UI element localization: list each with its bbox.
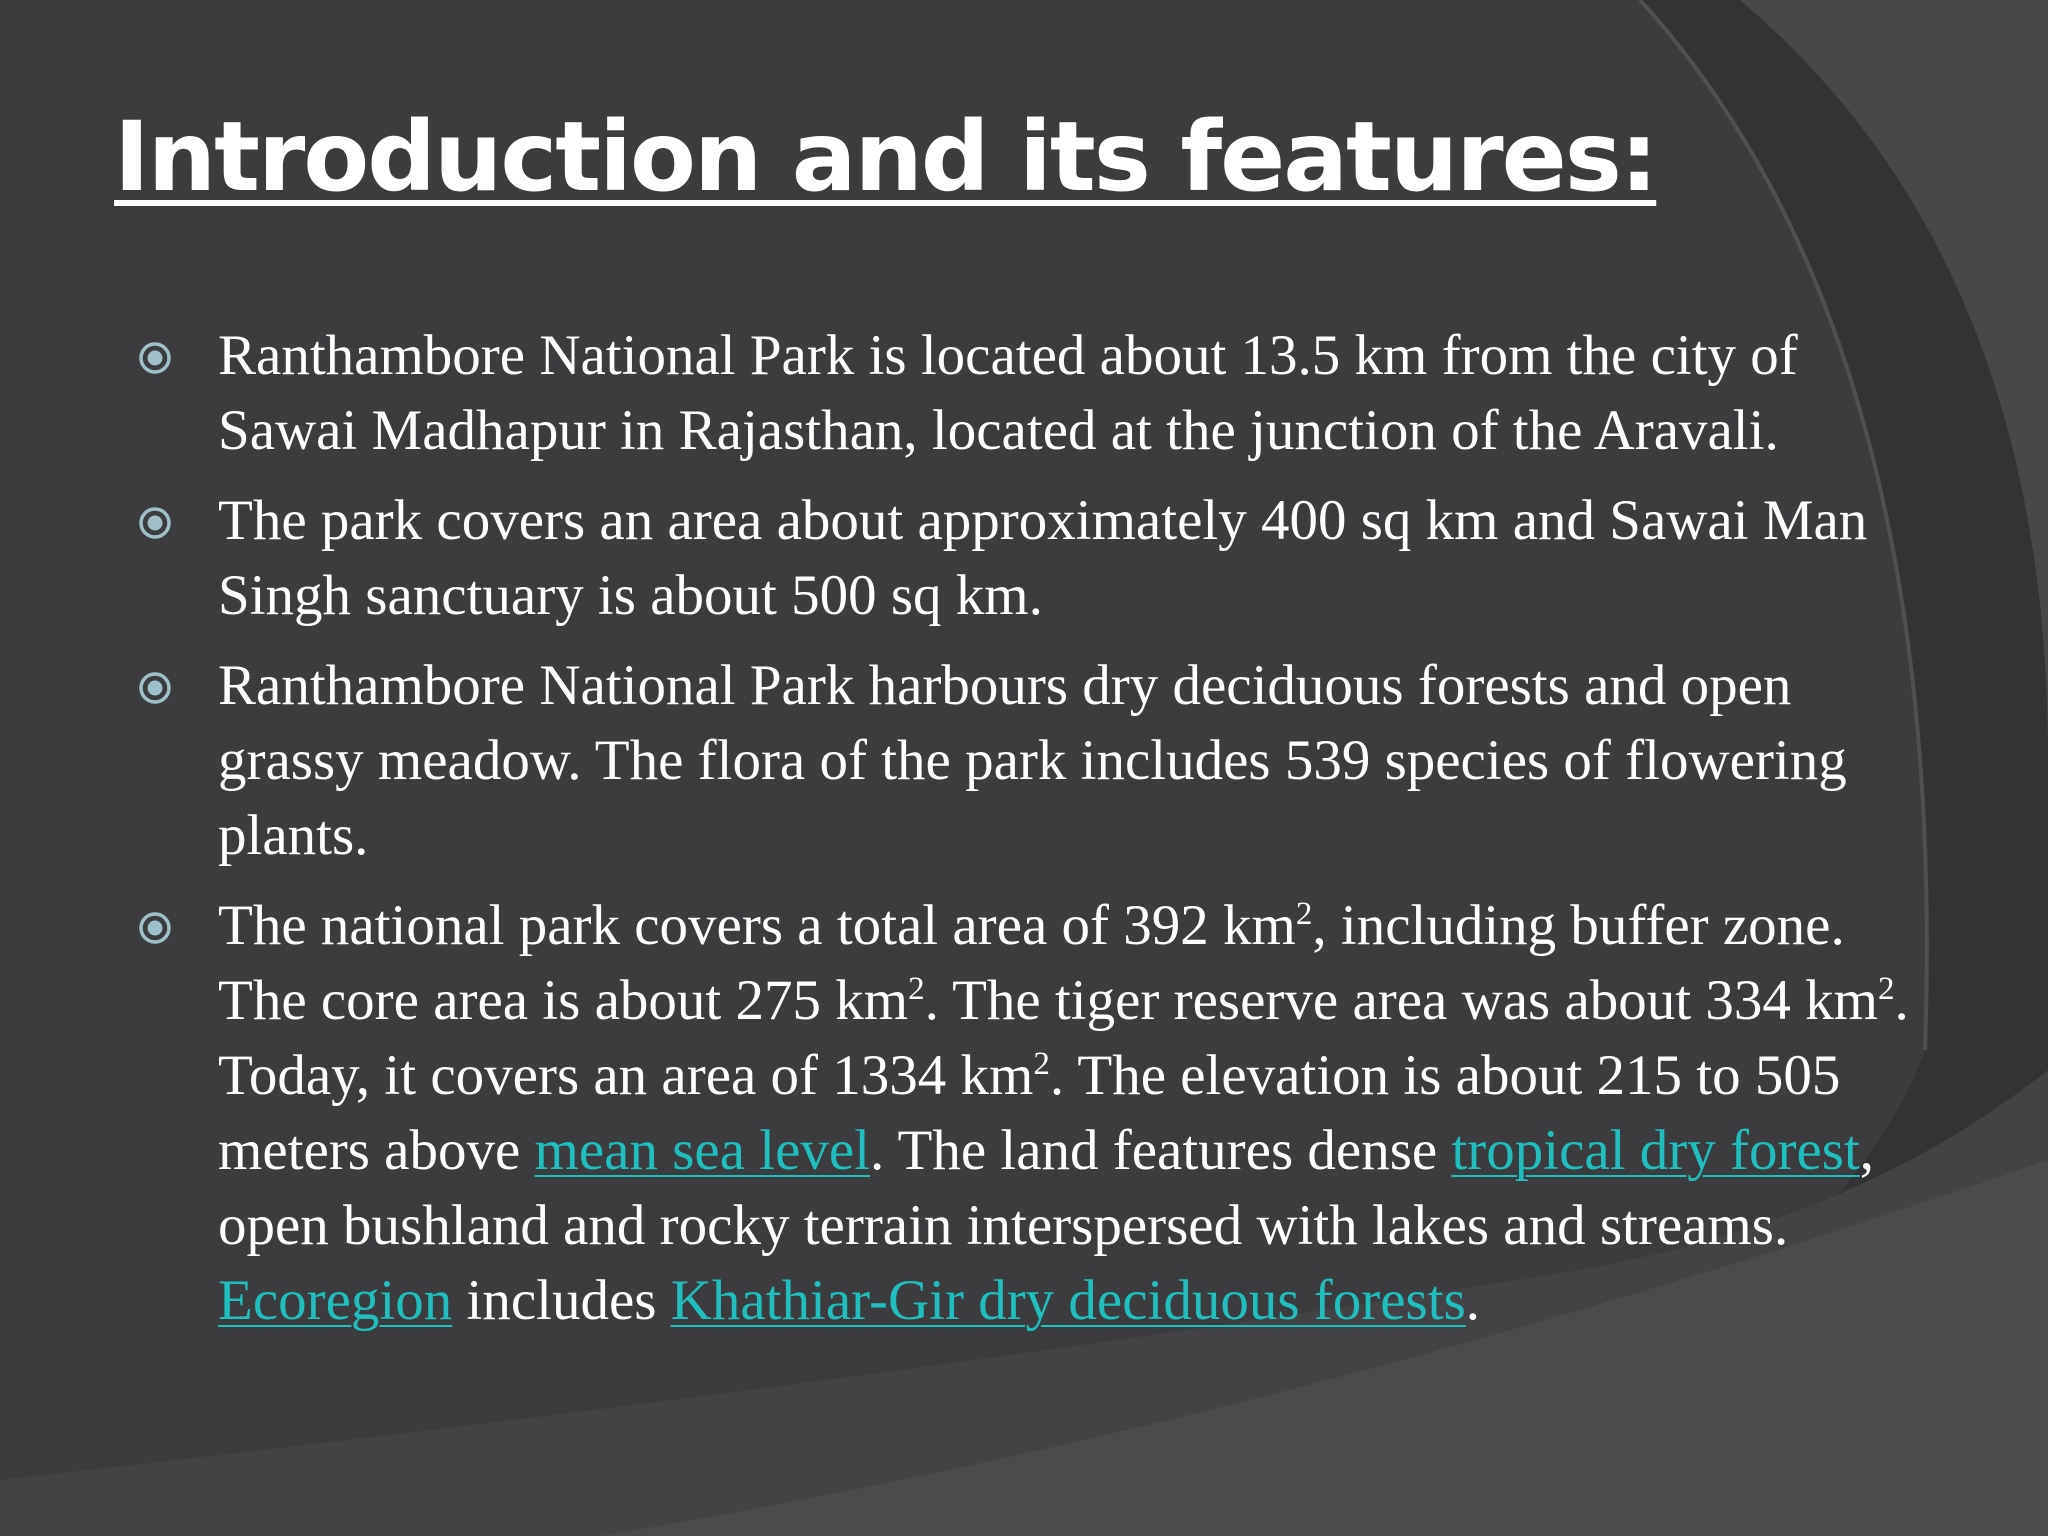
bullet-text-segment: , including buffer zone. The core area is about 275 km bbox=[218, 894, 1845, 1032]
bullet-text: Ranthambore National Park harbours dry deciduous forests and open grassy meadow. The flora of the park includes 539 species of flowering plants. bbox=[218, 654, 1847, 867]
bullet-item bbox=[0, 648, 1918, 873]
bullet-item bbox=[0, 483, 1918, 633]
superscript: 2 bbox=[1295, 896, 1313, 932]
superscript: 2 bbox=[1877, 971, 1895, 1007]
bullet-text: The park covers an area about approximately 400 sq km and Sawai Man Singh sanctuary is about 500 sq km. bbox=[218, 489, 1868, 627]
khathiar-gir-forests-link[interactable]: Khathiar-Gir dry deciduous forests bbox=[670, 1269, 1466, 1332]
bullet-text: Ranthambore National Park is located about 13.5 km from the city of Sawai Madhapur in Rajasthan, located at the junction of the Aravali. bbox=[218, 324, 1798, 462]
superscript: 2 bbox=[1033, 1046, 1050, 1082]
bullet-item bbox=[0, 318, 1918, 468]
circled-dot-icon bbox=[137, 505, 173, 541]
mean-sea-level-link[interactable]: mean sea level bbox=[534, 1119, 871, 1182]
circled-dot-icon bbox=[137, 670, 173, 706]
bullet-item bbox=[0, 888, 1918, 1338]
slide-title: Introduction and its features: bbox=[114, 101, 1657, 213]
bullet-text-segment: . The elevation is about 215 to 505 meters above bbox=[218, 1044, 1841, 1182]
circled-dot-icon bbox=[137, 340, 173, 376]
bullet-text-segment: , open bushland and rocky terrain interspersed with lakes and streams. bbox=[218, 1119, 1875, 1257]
bullet-text-segment: The national park covers a total area of 392 km bbox=[218, 894, 1296, 957]
bullet-list bbox=[0, 318, 2048, 1353]
bullet-text-segment: . Today, it covers an area of 1334 km bbox=[218, 969, 1909, 1107]
bullet-text-segment: . bbox=[1465, 1269, 1481, 1332]
tropical-dry-forest-link[interactable]: tropical dry forest bbox=[1451, 1119, 1860, 1182]
bullet-text-segment: . The tiger reserve area was about 334 km bbox=[924, 969, 1878, 1032]
circled-dot-icon bbox=[137, 910, 173, 946]
superscript: 2 bbox=[908, 971, 925, 1007]
bullet-text-segment: . The land features dense bbox=[870, 1119, 1452, 1182]
ecoregion-link[interactable]: Ecoregion bbox=[218, 1269, 453, 1332]
bullet-text-segment: includes bbox=[452, 1269, 671, 1332]
